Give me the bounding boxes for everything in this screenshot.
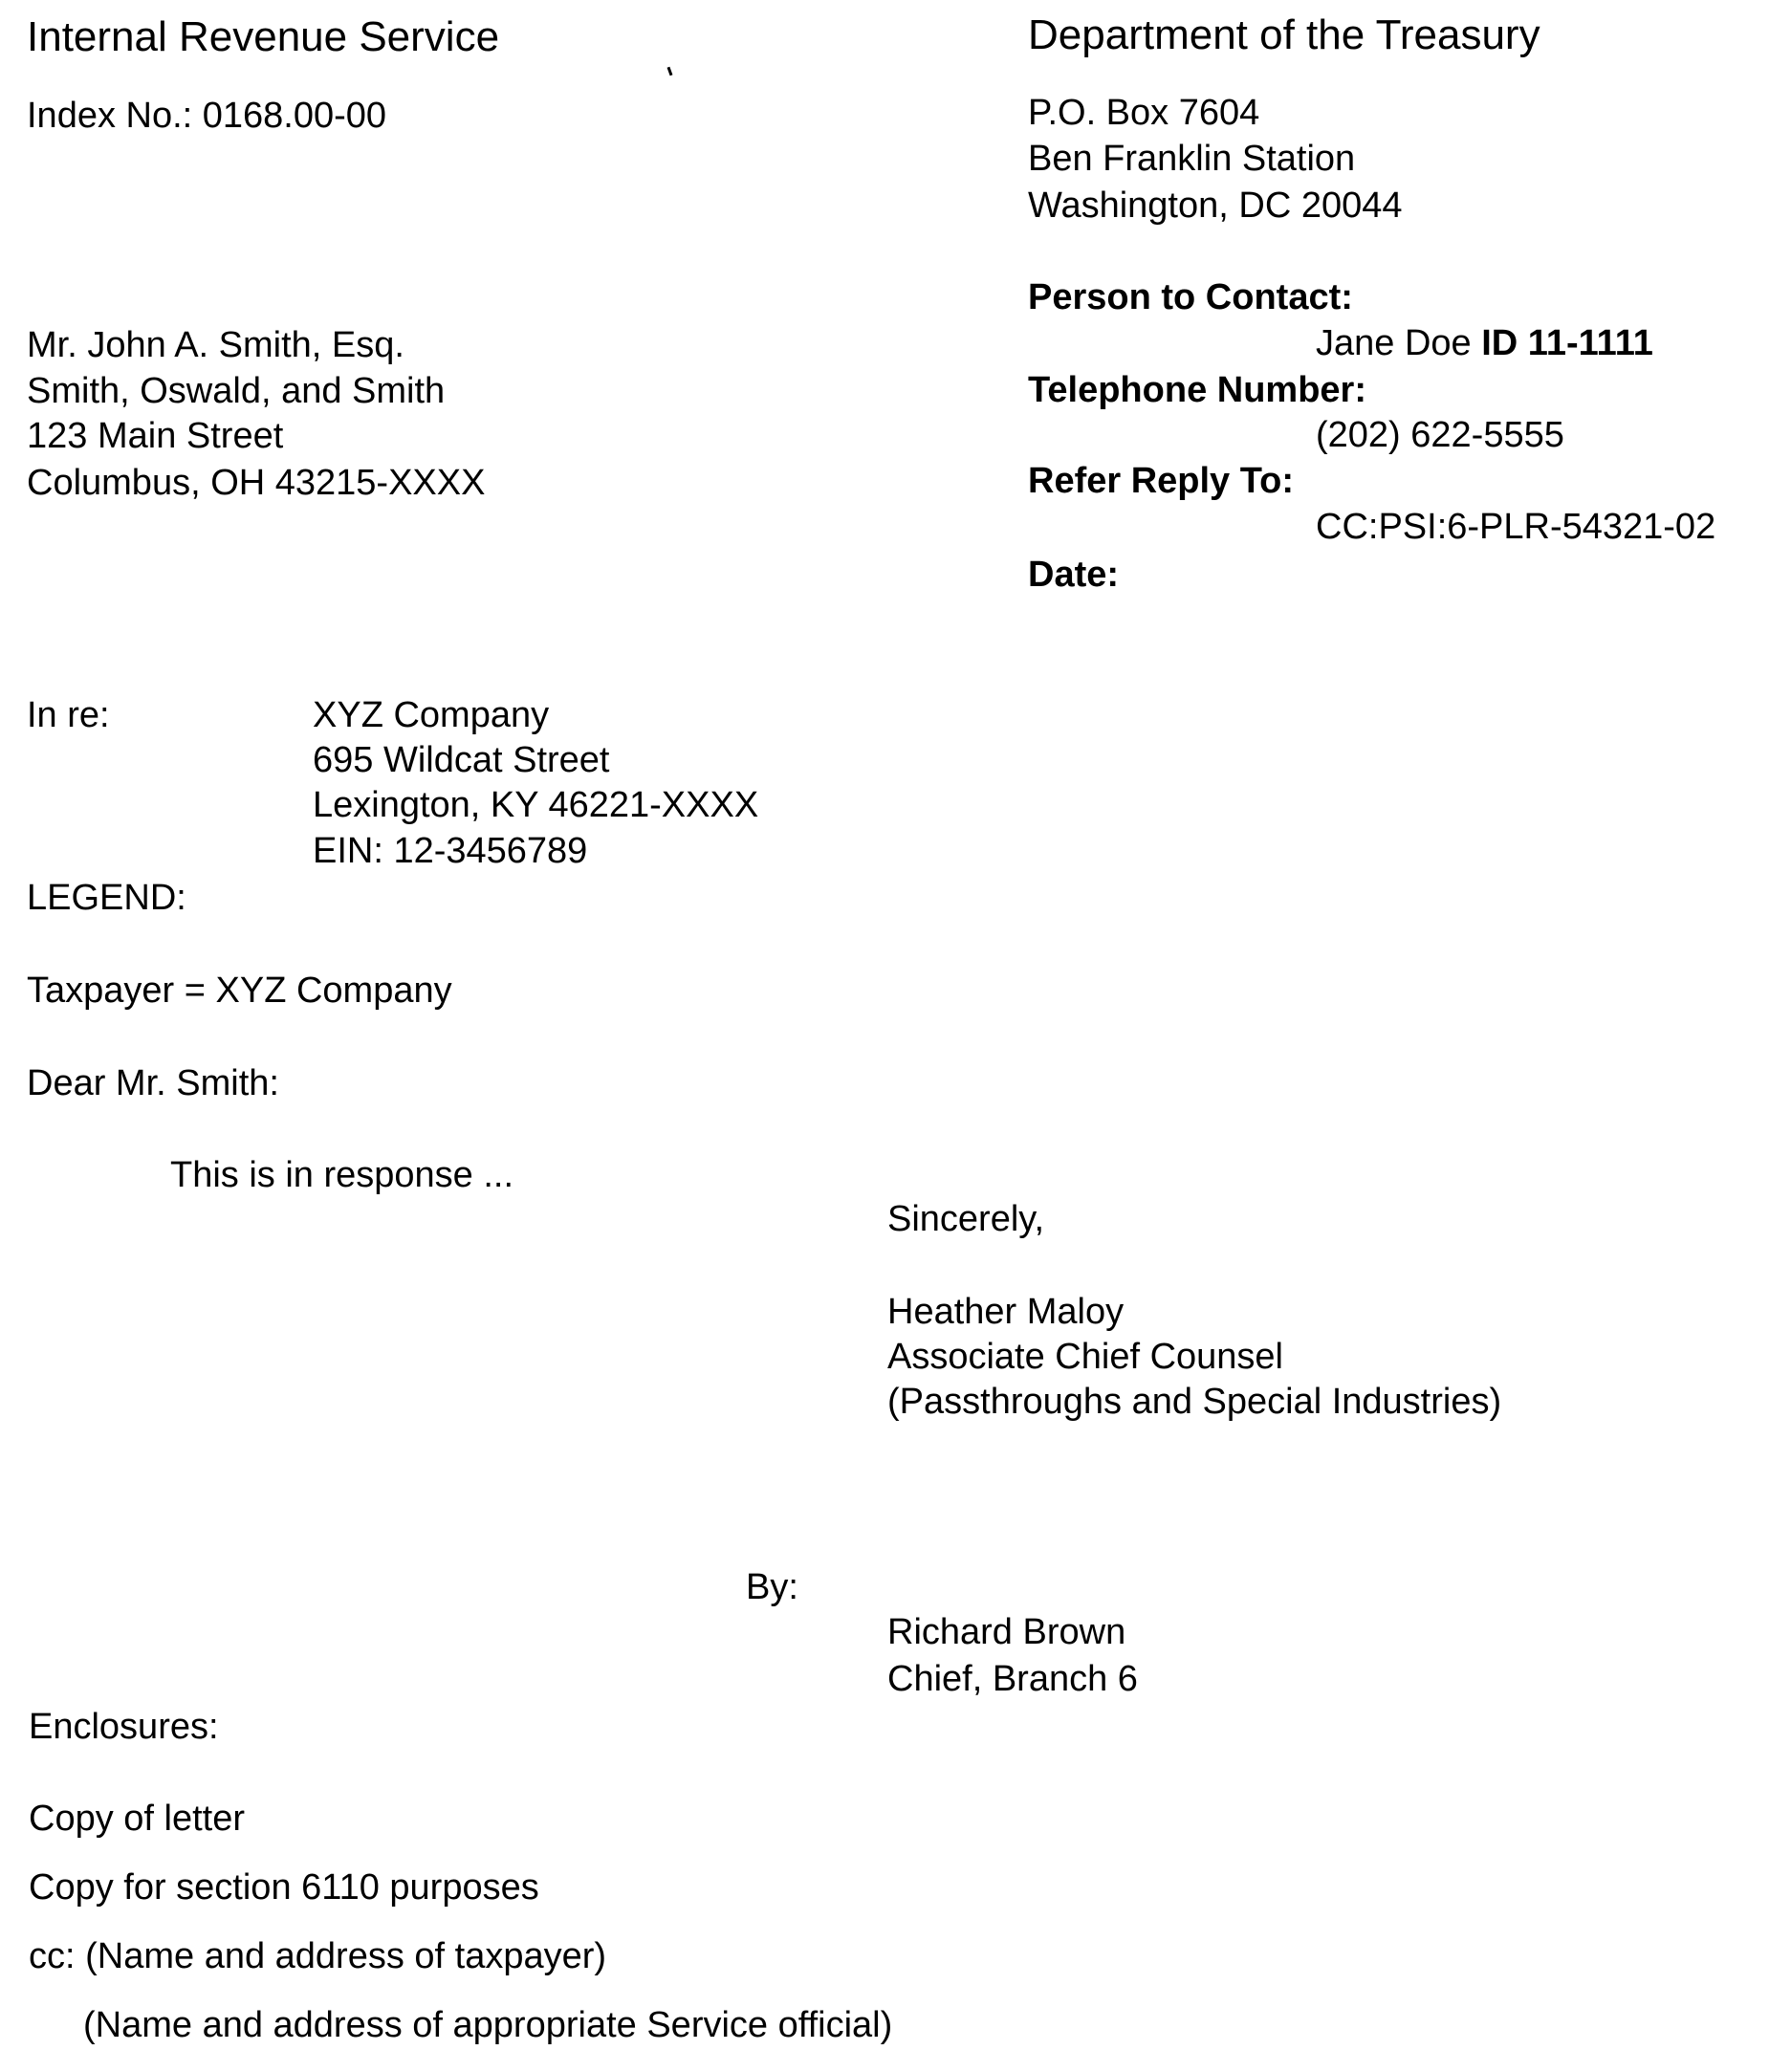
by-label: By: (746, 1567, 798, 1607)
legend-label: LEGEND: (27, 878, 186, 918)
salutation: Dear Mr. Smith: (27, 1063, 279, 1103)
recipient-line: Mr. John A. Smith, Esq. (27, 325, 404, 365)
index-number: Index No.: 0168.00-00 (27, 96, 387, 136)
in-re-line: Lexington, KY 46221-XXXX (313, 785, 759, 825)
recipient-line: Columbus, OH 43215-XXXX (27, 463, 486, 503)
refer-reply-value: CC:PSI:6-PLR-54321-02 (1316, 507, 1716, 547)
by-signer-title: Chief, Branch 6 (887, 1659, 1138, 1699)
cc-line: (Name and address of appropriate Service official) (83, 2005, 893, 2045)
in-re-line: EIN: 12-3456789 (313, 831, 588, 871)
body-text: This is in response ... (170, 1155, 514, 1195)
by-signer-name: Richard Brown (887, 1612, 1126, 1652)
enclosures-label: Enclosures: (29, 1707, 219, 1747)
refer-reply-label: Refer Reply To: (1028, 461, 1295, 501)
contact-id: ID 11-1111 (1481, 323, 1653, 363)
person-to-contact-label: Person to Contact: (1028, 277, 1353, 317)
enclosure-item: Copy for section 6110 purposes (29, 1867, 539, 1908)
address-line: Ben Franklin Station (1028, 139, 1356, 179)
telephone-label: Telephone Number: (1028, 370, 1366, 410)
in-re-line: 695 Wildcat Street (313, 740, 610, 780)
address-line: P.O. Box 7604 (1028, 93, 1260, 133)
signer-name: Heather Maloy (887, 1292, 1125, 1332)
stray-mark (667, 67, 673, 76)
contact-name: Jane Doe (1316, 323, 1472, 363)
legend-taxpayer: Taxpayer = XYZ Company (27, 971, 452, 1011)
person-to-contact (1316, 320, 1653, 366)
recipient-line: Smith, Oswald, and Smith (27, 371, 446, 411)
in-re-label: In re: (27, 695, 110, 735)
enclosure-item: Copy of letter (29, 1799, 245, 1839)
agency-name: Internal Revenue Service (27, 13, 500, 60)
signer-division: (Passthroughs and Special Industries) (887, 1382, 1502, 1422)
closing: Sincerely, (887, 1199, 1045, 1239)
address-line: Washington, DC 20044 (1028, 185, 1403, 226)
date-label: Date: (1028, 555, 1120, 595)
cc-line: cc: (Name and address of taxpayer) (29, 1936, 607, 1976)
signer-title: Associate Chief Counsel (887, 1337, 1283, 1377)
department-name: Department of the Treasury (1028, 11, 1540, 58)
in-re-line: XYZ Company (313, 695, 550, 735)
telephone-number: (202) 622-5555 (1316, 415, 1564, 455)
recipient-line: 123 Main Street (27, 416, 284, 456)
